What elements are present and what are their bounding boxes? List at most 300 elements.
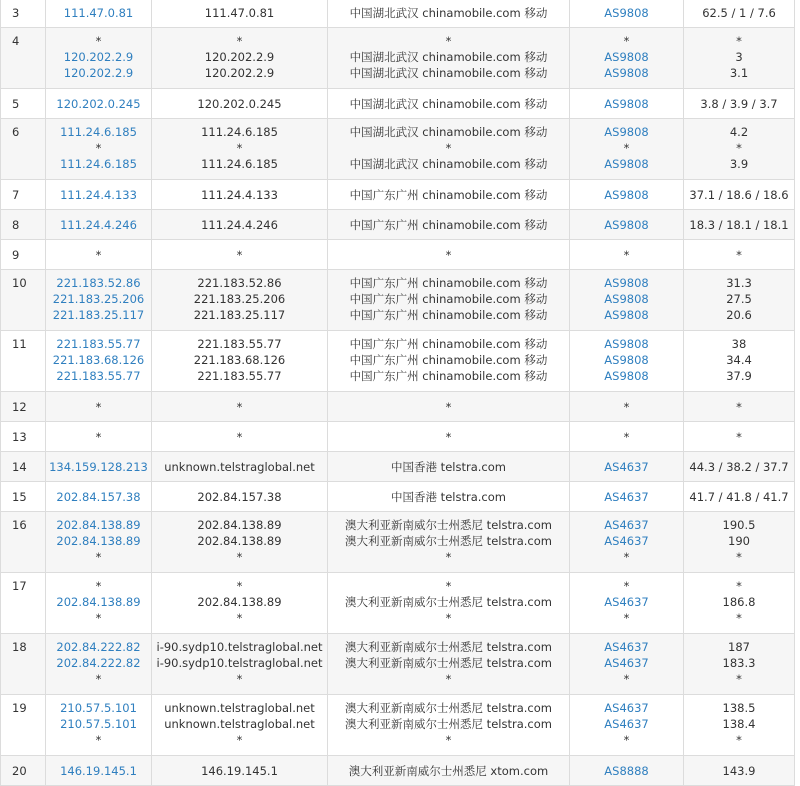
location-cell (328, 573, 570, 634)
hop-number (1, 392, 46, 422)
hostname-cell (152, 512, 328, 573)
location-cell (328, 210, 570, 240)
location-cell-line: * (445, 400, 452, 414)
location-cell (328, 756, 570, 786)
hop-number-text: 17 (12, 579, 27, 593)
hop-row (1, 210, 795, 240)
hostname-cell-line: 221.183.55.77 (197, 337, 282, 351)
hop-number-text: 7 (12, 188, 20, 202)
location-cell-line: 澳大利亚新南威尔士州悉尼 telstra.com (345, 656, 552, 670)
ip-cell-line[interactable]: 202.84.138.89 (56, 518, 141, 532)
latency-cell-line: 3.8 / 3.9 / 3.7 (700, 97, 778, 111)
latency-cell-line: 20.6 (726, 308, 752, 322)
latency-cell-line: 183.3 (722, 656, 756, 670)
asn-cell-line[interactable]: AS8888 (604, 764, 649, 778)
hop-number-text: 18 (12, 640, 27, 654)
hostname-cell (152, 756, 328, 786)
latency-cell (684, 512, 795, 573)
asn-cell (570, 695, 684, 756)
hop-number-text: 5 (12, 97, 20, 111)
asn-cell-line[interactable]: AS9808 (604, 308, 649, 322)
hop-number-text: 20 (12, 764, 27, 778)
asn-cell-line[interactable]: AS9808 (604, 218, 649, 232)
hop-row (1, 573, 795, 634)
location-cell-line: * (445, 550, 452, 564)
ip-cell (46, 392, 152, 422)
hostname-cell-line: i-90.sydp10.telstraglobal.net (156, 640, 323, 654)
location-cell-line: 中国广东广州 chinamobile.com 移动 (349, 218, 548, 232)
latency-cell-line: 3 (735, 50, 743, 64)
ip-cell-line[interactable]: 111.47.0.81 (63, 6, 134, 20)
location-cell-line: 中国湖北武汉 chinamobile.com 移动 (349, 66, 548, 80)
asn-cell (570, 392, 684, 422)
latency-cell-line: 143.9 (722, 764, 756, 778)
hostname-cell (152, 270, 328, 331)
location-cell-line: * (445, 430, 452, 444)
hop-number (1, 0, 46, 28)
hop-row (1, 89, 795, 119)
latency-cell-line: * (736, 248, 742, 262)
latency-cell (684, 452, 795, 482)
latency-cell-line: 190 (728, 534, 750, 548)
asn-cell-line[interactable]: AS9808 (604, 50, 649, 64)
ip-cell (46, 119, 152, 180)
asn-cell-line[interactable]: AS4637 (604, 656, 649, 670)
hostname-cell (152, 482, 328, 512)
hop-row (1, 119, 795, 180)
ip-cell-line[interactable]: 221.183.55.77 (56, 369, 141, 383)
asn-cell (570, 119, 684, 180)
asn-cell-line[interactable]: AS4637 (604, 717, 649, 731)
ip-cell (46, 28, 152, 89)
ip-cell-line: * (95, 430, 102, 444)
hostname-cell-line: 221.183.25.206 (193, 292, 286, 306)
latency-cell-line: 4.2 (729, 125, 749, 139)
asn-cell (570, 634, 684, 695)
asn-cell (570, 240, 684, 270)
ip-cell-line: * (95, 141, 102, 155)
hop-number (1, 180, 46, 210)
latency-cell (684, 331, 795, 392)
hop-row (1, 28, 795, 89)
hostname-cell-line: 202.84.138.89 (197, 534, 282, 548)
latency-cell (684, 392, 795, 422)
hostname-cell (152, 392, 328, 422)
hop-number (1, 210, 46, 240)
location-cell-line: 中国湖北武汉 chinamobile.com 移动 (349, 125, 548, 139)
asn-cell-line[interactable]: AS9808 (604, 369, 649, 383)
latency-cell (684, 119, 795, 180)
location-cell (328, 28, 570, 89)
hostname-cell-line: unknown.telstraglobal.net (164, 701, 315, 715)
hostname-cell-line: 120.202.0.245 (197, 97, 282, 111)
hostname-cell-line: 221.183.55.77 (197, 369, 282, 383)
location-cell-line: * (445, 34, 452, 48)
location-cell (328, 0, 570, 28)
asn-cell-line: * (623, 672, 630, 686)
location-cell-line: * (445, 672, 452, 686)
hop-row (1, 756, 795, 786)
hop-number (1, 634, 46, 695)
asn-cell-line: * (623, 611, 630, 625)
hostname-cell (152, 331, 328, 392)
asn-cell-line[interactable]: AS4637 (604, 701, 649, 715)
hostname-cell (152, 452, 328, 482)
asn-cell-line: * (623, 550, 630, 564)
hop-number-text: 3 (12, 6, 20, 20)
hostname-cell (152, 119, 328, 180)
hostname-cell (152, 422, 328, 452)
location-cell (328, 180, 570, 210)
location-cell-line: 澳大利亚新南威尔士州悉尼 telstra.com (345, 701, 552, 715)
ip-cell-line: * (95, 672, 102, 686)
latency-cell-line: * (736, 141, 742, 155)
asn-cell-line: * (623, 34, 630, 48)
asn-cell-line[interactable]: AS9808 (604, 337, 649, 351)
latency-cell-line: * (736, 611, 742, 625)
hostname-cell-line: 146.19.145.1 (201, 764, 278, 778)
asn-cell-line[interactable]: AS9808 (604, 97, 649, 111)
hop-number (1, 240, 46, 270)
location-cell-line: 澳大利亚新南威尔士州悉尼 xtom.com (348, 764, 549, 778)
hop-row (1, 695, 795, 756)
ip-cell (46, 240, 152, 270)
ip-cell-line: * (95, 550, 102, 564)
hop-number-text: 10 (12, 276, 27, 290)
asn-cell-line[interactable]: AS9808 (604, 292, 649, 306)
location-cell-line: 中国广东广州 chinamobile.com 移动 (349, 292, 548, 306)
location-cell-line: 中国广东广州 chinamobile.com 移动 (349, 369, 548, 383)
latency-cell-line: 186.8 (722, 595, 756, 609)
latency-cell (684, 28, 795, 89)
location-cell-line: * (445, 733, 452, 747)
hop-number (1, 422, 46, 452)
hostname-cell (152, 573, 328, 634)
hop-number-text: 4 (12, 34, 20, 48)
ip-cell-line: * (95, 733, 102, 747)
ip-cell-line[interactable]: 221.183.55.77 (56, 337, 141, 351)
latency-cell-line: 37.1 / 18.6 / 18.6 (689, 188, 789, 202)
hop-number-text: 12 (12, 400, 27, 414)
location-cell-line: 中国香港 telstra.com (391, 490, 506, 504)
location-cell (328, 422, 570, 452)
latency-cell-line: 3.1 (729, 66, 749, 80)
hop-number-text: 13 (12, 430, 27, 444)
latency-cell (684, 270, 795, 331)
asn-cell (570, 331, 684, 392)
ip-cell-line[interactable]: 120.202.2.9 (63, 50, 134, 64)
ip-cell-line[interactable]: 210.57.5.101 (60, 717, 137, 731)
ip-cell-line[interactable]: 202.84.157.38 (56, 490, 141, 504)
hostname-cell-line: * (236, 672, 243, 686)
location-cell-line: 中国湖北武汉 chinamobile.com 移动 (349, 97, 548, 111)
ip-cell (46, 482, 152, 512)
hop-row (1, 634, 795, 695)
hostname-cell-line: * (236, 141, 243, 155)
hop-number-text: 11 (12, 337, 27, 351)
asn-cell-line: * (623, 733, 630, 747)
ip-cell-line: * (95, 248, 102, 262)
asn-cell-line[interactable]: AS9808 (604, 188, 649, 202)
asn-cell (570, 452, 684, 482)
hop-row (1, 270, 795, 331)
asn-cell-line: * (623, 141, 630, 155)
location-cell-line: 澳大利亚新南威尔士州悉尼 telstra.com (345, 595, 552, 609)
latency-cell (684, 573, 795, 634)
hostname-cell-line: * (236, 34, 243, 48)
ip-cell-line[interactable]: 221.183.68.126 (52, 353, 145, 367)
location-cell-line: 中国湖北武汉 chinamobile.com 移动 (349, 157, 548, 171)
hostname-cell-line: i-90.sydp10.telstraglobal.net (156, 656, 323, 670)
hop-number-text: 8 (12, 218, 20, 232)
hostname-cell-line: 221.183.68.126 (193, 353, 286, 367)
hop-number (1, 28, 46, 89)
asn-cell-line: * (623, 248, 630, 262)
latency-cell-line: * (736, 672, 742, 686)
latency-cell (684, 89, 795, 119)
hop-row (1, 422, 795, 452)
ip-cell (46, 331, 152, 392)
location-cell-line: 中国广东广州 chinamobile.com 移动 (349, 353, 548, 367)
latency-cell (684, 210, 795, 240)
hop-row (1, 392, 795, 422)
location-cell (328, 119, 570, 180)
hostname-cell-line: * (236, 579, 243, 593)
latency-cell-line: * (736, 34, 742, 48)
ip-cell (46, 695, 152, 756)
location-cell-line: 中国湖北武汉 chinamobile.com 移动 (349, 50, 548, 64)
ip-cell-line: * (95, 579, 102, 593)
hostname-cell-line: 221.183.52.86 (197, 276, 282, 290)
asn-cell-line: * (623, 430, 630, 444)
hostname-cell-line: * (236, 400, 243, 414)
ip-cell (46, 573, 152, 634)
latency-cell-line: 190.5 (722, 518, 756, 532)
hostname-cell-line: 120.202.2.9 (204, 50, 275, 64)
asn-cell-line[interactable]: AS4637 (604, 595, 649, 609)
location-cell (328, 512, 570, 573)
asn-cell (570, 0, 684, 28)
latency-cell-line: 34.4 (726, 353, 752, 367)
asn-cell (570, 756, 684, 786)
hop-row (1, 0, 795, 28)
asn-cell-line[interactable]: AS9808 (604, 66, 649, 80)
ip-cell-line: * (95, 400, 102, 414)
hostname-cell-line: * (236, 248, 243, 262)
location-cell (328, 695, 570, 756)
hostname-cell (152, 695, 328, 756)
latency-cell-line: * (736, 400, 742, 414)
ip-cell (46, 210, 152, 240)
asn-cell-line: * (623, 579, 630, 593)
ip-cell (46, 452, 152, 482)
latency-cell-line: 41.7 / 41.8 / 41.7 (689, 490, 789, 504)
hostname-cell (152, 28, 328, 89)
ip-cell-line: * (95, 34, 102, 48)
hop-row (1, 482, 795, 512)
latency-cell-line: 138.4 (722, 717, 756, 731)
latency-cell-line: 38 (731, 337, 747, 351)
hostname-cell-line: 111.24.4.133 (201, 188, 278, 202)
latency-cell-line: * (736, 579, 742, 593)
ip-cell-line[interactable]: 202.84.222.82 (56, 640, 141, 654)
hop-number (1, 573, 46, 634)
latency-cell-line: 27.5 (726, 292, 752, 306)
location-cell-line: * (445, 141, 452, 155)
location-cell (328, 634, 570, 695)
latency-cell-line: 31.3 (726, 276, 752, 290)
hop-row (1, 331, 795, 392)
ip-cell-line[interactable]: 111.24.6.185 (60, 157, 137, 171)
location-cell-line: 中国广东广州 chinamobile.com 移动 (349, 188, 548, 202)
hostname-cell (152, 0, 328, 28)
asn-cell-line[interactable]: AS9808 (604, 353, 649, 367)
ip-cell-line[interactable]: 202.84.138.89 (56, 534, 141, 548)
asn-cell-line[interactable]: AS9808 (604, 157, 649, 171)
hostname-cell (152, 210, 328, 240)
asn-cell-line[interactable]: AS9808 (604, 276, 649, 290)
hop-number-text: 6 (12, 125, 20, 139)
hostname-cell-line: 202.84.157.38 (197, 490, 282, 504)
ip-cell-line[interactable]: 111.24.4.246 (60, 218, 137, 232)
hostname-cell-line: 202.84.138.89 (197, 518, 282, 532)
hostname-cell (152, 180, 328, 210)
location-cell-line: * (445, 579, 452, 593)
location-cell (328, 89, 570, 119)
latency-cell (684, 482, 795, 512)
hostname-cell-line: unknown.telstraglobal.net (164, 460, 315, 474)
location-cell (328, 392, 570, 422)
ip-cell (46, 0, 152, 28)
ip-cell-line: * (95, 611, 102, 625)
hostname-cell-line: 221.183.25.117 (193, 308, 286, 322)
hostname-cell-line: 120.202.2.9 (204, 66, 275, 80)
hop-number (1, 331, 46, 392)
asn-cell (570, 422, 684, 452)
hop-number (1, 512, 46, 573)
asn-cell-line[interactable]: AS4637 (604, 518, 649, 532)
asn-cell-line[interactable]: AS4637 (604, 490, 649, 504)
ip-cell-line[interactable]: 146.19.145.1 (60, 764, 137, 778)
ip-cell-line[interactable]: 210.57.5.101 (60, 701, 137, 715)
ip-cell-line[interactable]: 221.183.52.86 (56, 276, 141, 290)
asn-cell (570, 180, 684, 210)
asn-cell (570, 270, 684, 331)
hostname-cell-line: 111.24.6.185 (201, 125, 278, 139)
hop-row (1, 240, 795, 270)
ip-cell-line[interactable]: 221.183.25.206 (52, 292, 145, 306)
hop-row (1, 512, 795, 573)
asn-cell (570, 573, 684, 634)
latency-cell (684, 180, 795, 210)
hop-number (1, 482, 46, 512)
asn-cell (570, 482, 684, 512)
asn-cell-line[interactable]: AS4637 (604, 640, 649, 654)
hop-number-text: 9 (12, 248, 20, 262)
ip-cell-line[interactable]: 202.84.138.89 (56, 595, 141, 609)
hostname-cell-line: 111.47.0.81 (204, 6, 275, 20)
hostname-cell-line: * (236, 733, 243, 747)
location-cell-line: 澳大利亚新南威尔士州悉尼 telstra.com (345, 534, 552, 548)
location-cell-line: 澳大利亚新南威尔士州悉尼 telstra.com (345, 717, 552, 731)
location-cell-line: 中国香港 telstra.com (391, 460, 506, 474)
latency-cell-line: 37.9 (726, 369, 752, 383)
hostname-cell-line: 202.84.138.89 (197, 595, 282, 609)
location-cell-line: * (445, 611, 452, 625)
asn-cell-line: * (623, 400, 630, 414)
hop-number (1, 452, 46, 482)
ip-cell-line[interactable]: 134.159.128.213 (49, 460, 148, 474)
hostname-cell-line: * (236, 550, 243, 564)
latency-cell-line: * (736, 733, 742, 747)
hop-row (1, 452, 795, 482)
asn-cell-line[interactable]: AS4637 (604, 460, 649, 474)
hostname-cell-line: 111.24.4.246 (201, 218, 278, 232)
latency-cell (684, 756, 795, 786)
latency-cell (684, 695, 795, 756)
ip-cell (46, 512, 152, 573)
location-cell-line: 澳大利亚新南威尔士州悉尼 telstra.com (345, 640, 552, 654)
latency-cell (684, 0, 795, 28)
ip-cell (46, 89, 152, 119)
asn-cell (570, 210, 684, 240)
ip-cell-line[interactable]: 111.24.6.185 (60, 125, 137, 139)
ip-cell (46, 634, 152, 695)
latency-cell-line: * (736, 430, 742, 444)
ip-cell (46, 756, 152, 786)
asn-cell (570, 512, 684, 573)
ip-cell-line[interactable]: 120.202.2.9 (63, 66, 134, 80)
location-cell-line: 澳大利亚新南威尔士州悉尼 telstra.com (345, 518, 552, 532)
hostname-cell-line: 111.24.6.185 (201, 157, 278, 171)
latency-cell (684, 634, 795, 695)
location-cell (328, 482, 570, 512)
location-cell-line: * (445, 248, 452, 262)
hostname-cell (152, 89, 328, 119)
location-cell-line: 中国广东广州 chinamobile.com 移动 (349, 308, 548, 322)
asn-cell (570, 89, 684, 119)
latency-cell-line: 62.5 / 1 / 7.6 (702, 6, 776, 20)
hop-number-text: 19 (12, 701, 27, 715)
hostname-cell (152, 240, 328, 270)
hostname-cell-line: unknown.telstraglobal.net (164, 717, 315, 731)
location-cell (328, 331, 570, 392)
location-cell-line: 中国湖北武汉 chinamobile.com 移动 (349, 6, 548, 20)
asn-cell-line[interactable]: AS4637 (604, 534, 649, 548)
ip-cell-line[interactable]: 111.24.4.133 (60, 188, 137, 202)
location-cell (328, 270, 570, 331)
location-cell-line: 中国广东广州 chinamobile.com 移动 (349, 276, 548, 290)
ip-cell (46, 270, 152, 331)
latency-cell-line: 18.3 / 18.1 / 18.1 (689, 218, 789, 232)
hop-number-text: 14 (12, 460, 27, 474)
latency-cell-line: 3.9 (729, 157, 749, 171)
ip-cell-line[interactable]: 120.202.0.245 (56, 97, 141, 111)
asn-cell-line[interactable]: AS9808 (604, 125, 649, 139)
ip-cell-line[interactable]: 221.183.25.117 (52, 308, 145, 322)
latency-cell-line: 44.3 / 38.2 / 37.7 (689, 460, 789, 474)
hop-row (1, 180, 795, 210)
hop-number (1, 270, 46, 331)
hop-number (1, 756, 46, 786)
ip-cell (46, 180, 152, 210)
ip-cell-line[interactable]: 202.84.222.82 (56, 656, 141, 670)
hostname-cell (152, 634, 328, 695)
location-cell (328, 240, 570, 270)
latency-cell-line: * (736, 550, 742, 564)
latency-cell-line: 187 (728, 640, 750, 654)
asn-cell-line[interactable]: AS9808 (604, 6, 649, 20)
